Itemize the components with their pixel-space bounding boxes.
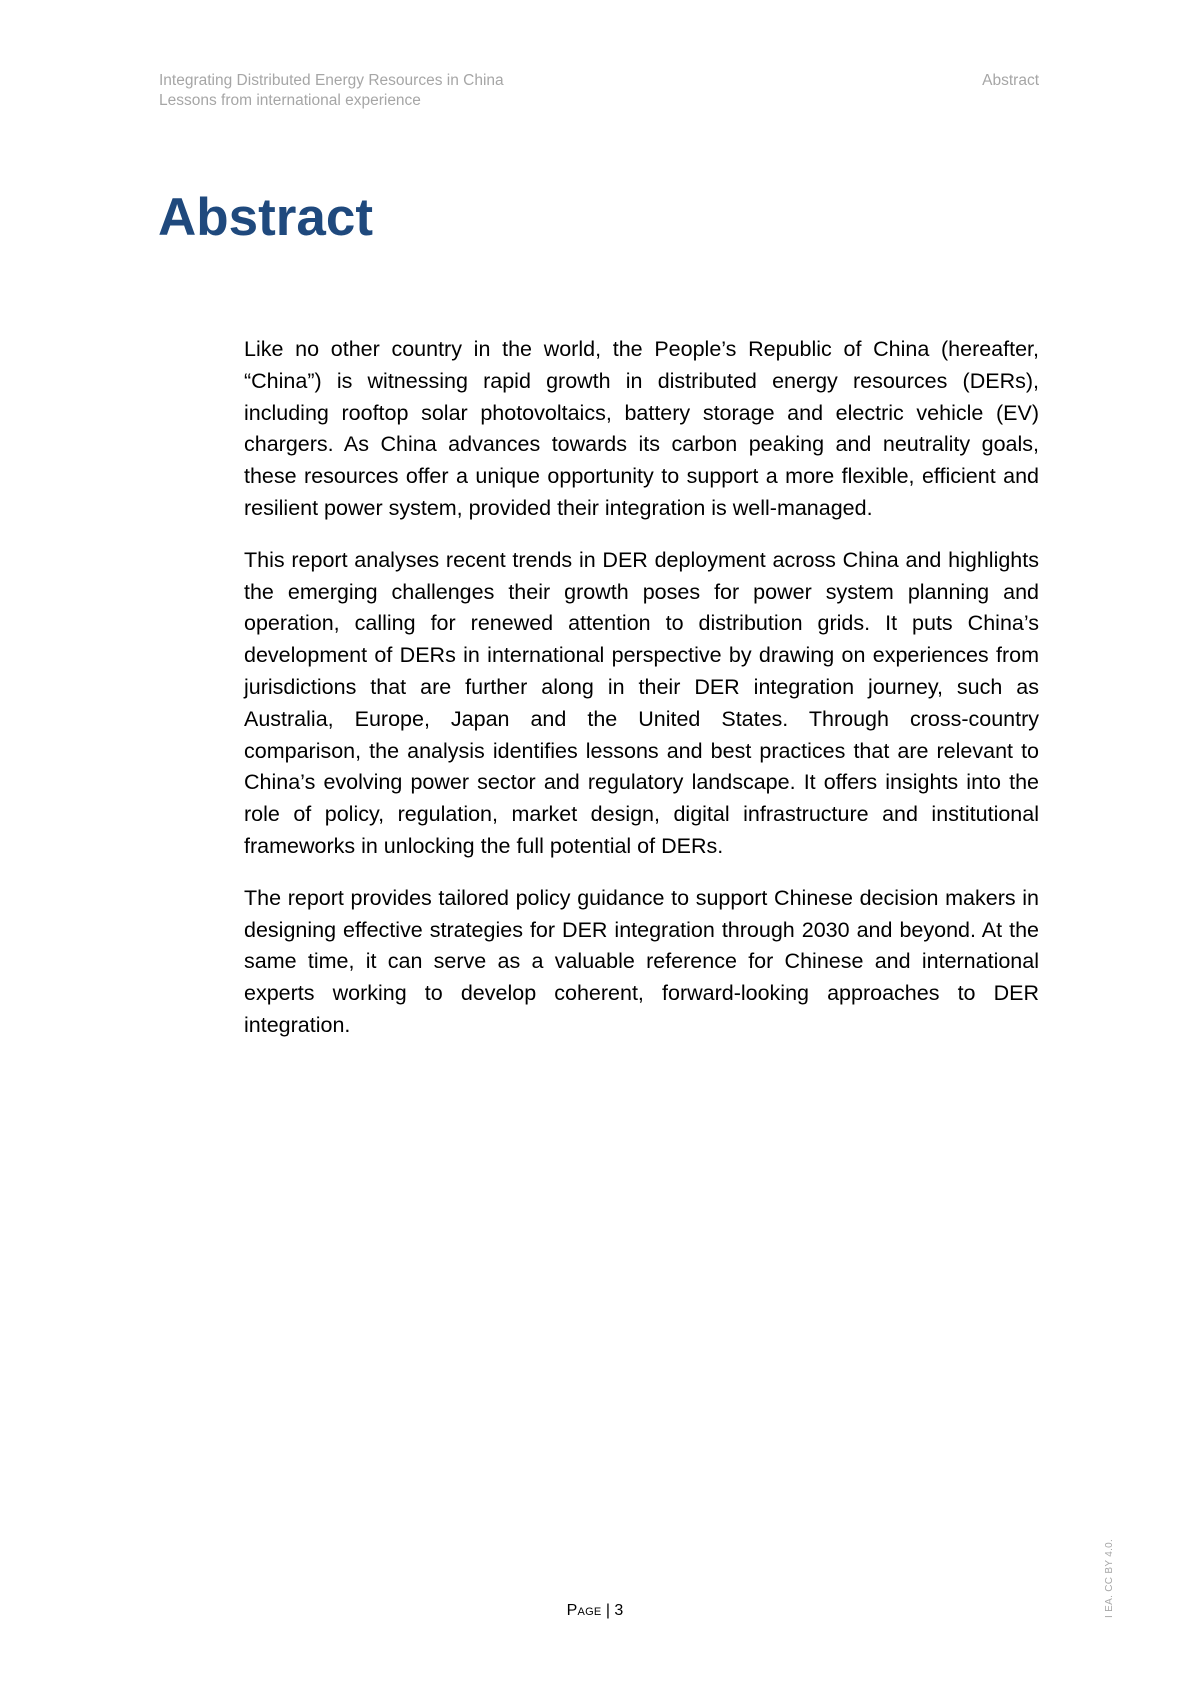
paragraph: The report provides tailored policy guidance to support Chinese decision makers in designing effective strategies for DER integration through 2030 and beyond. At the same time, it can serve as a valuable reference for Chinese and international experts working to develop coherent, forward-looking approaches to DER integration. — [244, 885, 1039, 1037]
page-label: Page — [566, 1602, 602, 1619]
paragraph: Like no other country in the world, the People’s Republic of China (hereafter, “China”) is witnessing rapid growth in distributed energy resources (DERs), including rooftop solar photovoltaics, battery storage and electric vehicle (EV) chargers. As China advances towards its carbon peaking and neutrality goals, these resources offer a unique opportunity to support a more flexible, efficient and resilient power system, provided their integration is well-managed. — [244, 337, 1039, 520]
running-header — [159, 71, 504, 111]
paragraph: This report analyses recent trends in DER deployment across China and highlights the emerging challenges their growth poses for power system planning and operation, calling for renewed attention to distribution grids. It puts China’s development of DERs in international perspective by drawing on experiences from jurisdictions that are further along in their DER integration journey, such as Australia, Europe, Japan and the United States. Through cross-country comparison, the analysis identifies lessons and best practices that are relevant to China’s evolving power sector and regulatory landscape. It offers insights into the role of policy, regulation, market design, digital infrastructure and institutional frameworks in unlocking the full potential of DERs. — [244, 547, 1039, 858]
license-notice: I EA. CC BY 4.0. — [1104, 1538, 1115, 1618]
page-title: Abstract — [158, 188, 374, 247]
abstract-body — [244, 334, 1039, 1062]
report-subtitle: Lessons from international experience — [159, 92, 421, 109]
page-footer — [0, 1601, 1190, 1621]
page-separator: | — [605, 1602, 610, 1619]
section-name: Abstract — [982, 72, 1039, 89]
page-number: 3 — [614, 1602, 624, 1619]
report-title: Integrating Distributed Energy Resources in China — [159, 72, 504, 89]
